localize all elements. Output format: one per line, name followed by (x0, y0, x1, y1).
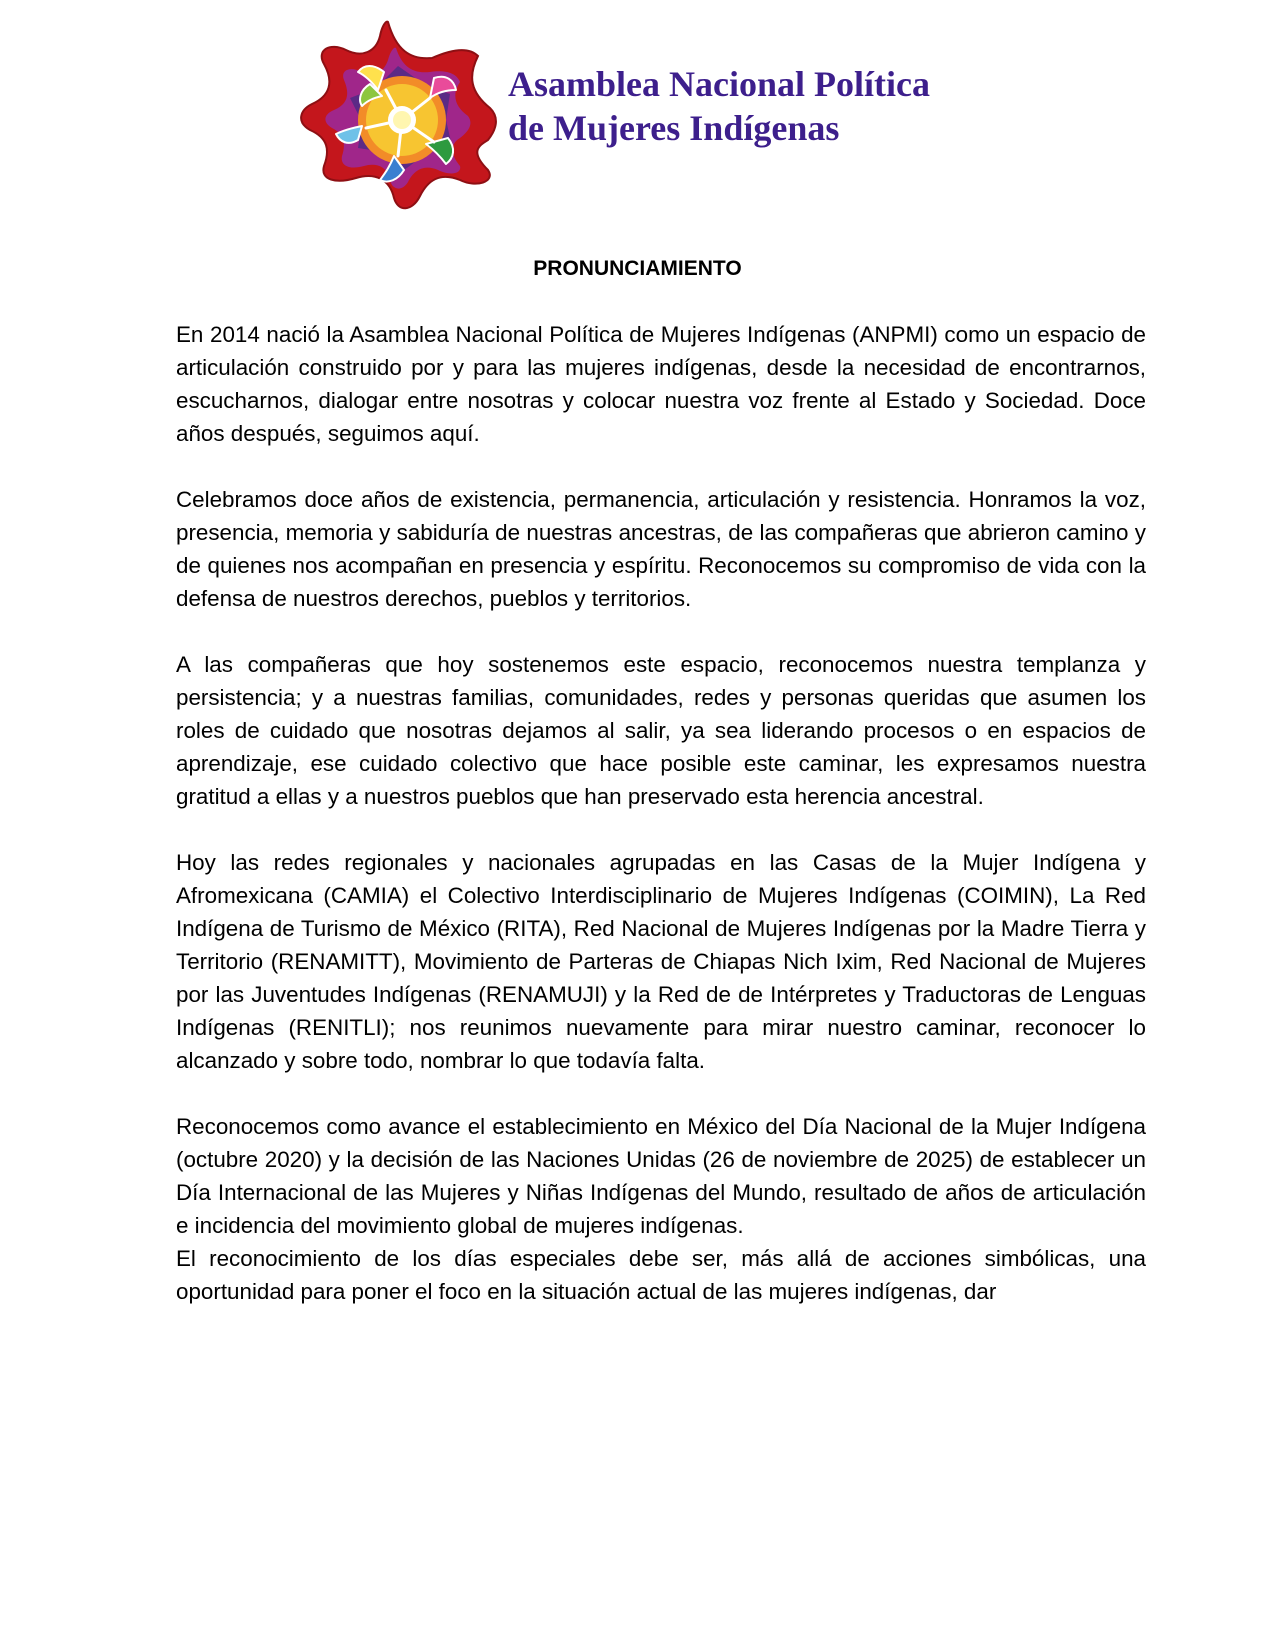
document-title: PRONUNCIAMIENTO (533, 257, 742, 280)
paragraph-4: Hoy las redes regionales y nacionales agrupadas en las Casas de la Mujer Indígena y Afromexicana (CAMIA) el Colectivo Interdisciplinario de Mujeres Indígenas (COIMIN), La Red Indígena de Turismo de México (RITA), Red Nacional de Mujeres Indígenas por la Madre Tierra y Territorio (RENAMITT), Movimiento de Parteras de Chiapas Nich Ixim, Red Nacional de Mujeres por las Juventudes Indígenas (RENAMUJI) y la Red de de Intérpretes y Traductoras de Lenguas Indígenas (RENITLI); nos reunimos nuevamente para mirar nuestro caminar, reconocer lo alcanzado y sobre todo, nombrar lo que todavía falta. (176, 850, 1146, 1073)
paragraph-1: En 2014 nació la Asamblea Nacional Política de Mujeres Indígenas (ANPMI) como un espacio de articulación construido por y para las mujeres indígenas, desde la necesidad de encontrarnos, escucharnos, dialogar entre nosotras y colocar nuestra voz frente al Estado y Sociedad. Doce años después, seguimos aquí. (176, 322, 1146, 446)
organization-name (508, 62, 930, 150)
document-body (176, 318, 1146, 1308)
anpmi-logo-icon (300, 20, 510, 215)
paragraph-3: A las compañeras que hoy sostenemos este espacio, reconocemos nuestra templanza y persistencia; y a nuestras familias, comunidades, redes y personas queridas que asumen los roles de cuidado que nosotras dejamos al salir, ya sea liderando procesos o en espacios de aprendizaje, ese cuidado colectivo que hace posible este caminar, les expresamos nuestra gratitud a ellas y a nuestros pueblos que han preservado esta herencia ancestral. (176, 652, 1146, 809)
org-name-line-2: de Mujeres Indígenas (508, 108, 840, 148)
org-name-line-1: Asamblea Nacional Política (508, 64, 930, 104)
paragraph-5: Reconocemos como avance el establecimiento en México del Día Nacional de la Mujer Indígena (octubre 2020) y la decisión de las Naciones Unidas (26 de noviembre de 2025) de establecer un Día Internacional de las Mujeres y Niñas Indígenas del Mundo, resultado de años de articulación e incidencia del movimiento global de mujeres indígenas. (176, 1114, 1146, 1238)
page-header (300, 20, 980, 215)
paragraph-2: Celebramos doce años de existencia, permanencia, articulación y resistencia. Honramos la voz, presencia, memoria y sabiduría de nuestras ancestras, de las compañeras que abrieron camino y de quienes nos acompañan en presencia y espíritu. Reconocemos su compromiso de vida con la defensa de nuestros derechos, pueblos y territorios. (176, 487, 1146, 611)
paragraph-6: El reconocimiento de los días especiales debe ser, más allá de acciones simbólicas, una oportunidad para poner el foco en la situación actual de las mujeres indígenas, dar (176, 1246, 1146, 1304)
